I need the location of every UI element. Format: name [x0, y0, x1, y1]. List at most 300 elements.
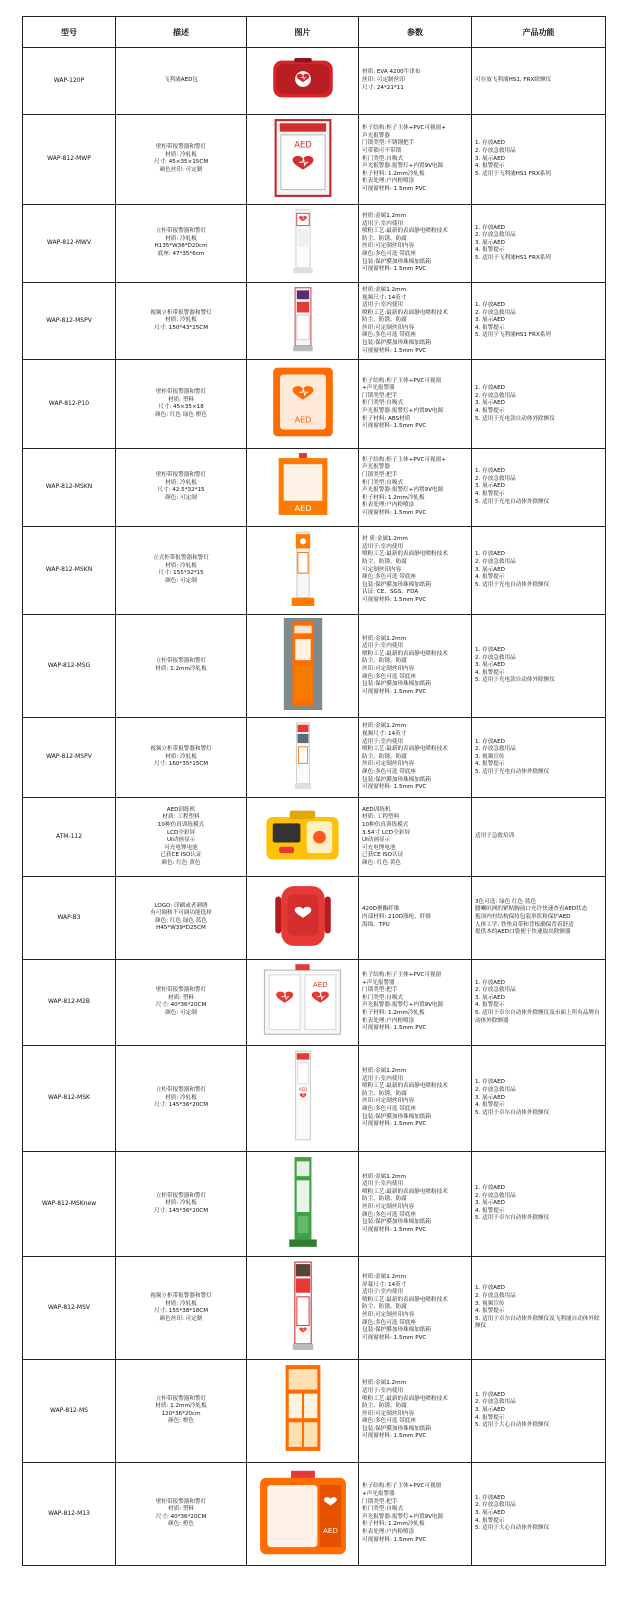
cell-line: 人体工学, 铁垫肩带和背板确保背着舒适 [475, 921, 574, 928]
cell-line: 5. 适用于光电自动体外除颤仪 [475, 498, 550, 505]
cell-line: 包装:保护膜加珍珠棉加纸箱 [362, 258, 432, 265]
cell-params [359, 282, 472, 360]
cell-function [472, 615, 606, 718]
cell-line: 材质:金属1.2mm [362, 1173, 407, 1180]
cell-function [472, 876, 606, 959]
cell-line: 5. 适用于飞利浦HS1 FRX系列 [475, 332, 551, 339]
cell-line: 喷粉工艺:最新的表面静电喷粉技术 [362, 551, 448, 558]
cell-line: 5. 适用于大心自动体外除颤仪 [475, 1525, 550, 1532]
cell-line: 颜色: 红色 黄色 [161, 859, 201, 866]
cell-line: 可存放飞利浦HS1, FRX除颤仪 [475, 77, 552, 83]
cell-image [247, 526, 359, 615]
cell-line: 120*36*20cm [161, 1410, 201, 1417]
cell-line: H45*W39*D25CM [156, 925, 206, 932]
cell-line: 可视窗材料: 1.5mm PVC [362, 1433, 427, 1440]
cell-line: 10种仿真训练模式 [362, 821, 409, 828]
cell-line: 可视窗材料: 1.5mm PVC [362, 688, 427, 695]
cell-line: 底座: 47*35*6cm [157, 251, 205, 258]
cell-line: 包装:保护膜加珍珠棉加纸箱 [362, 1425, 432, 1432]
cell-model: WAP-812-MSKnew [23, 1151, 116, 1257]
cell-line: 3.54寸 LCD全彩屏 [362, 829, 410, 836]
cell-line: 2. 存放急救用品 [475, 1502, 516, 1509]
cell-line: 喷粉工艺:最新的表面静电喷粉技术 [362, 650, 448, 657]
orange-glass-wall-cabinet-icon [253, 1466, 353, 1563]
cell-line: 丝印:可定制丝印内容 [362, 1311, 415, 1318]
cell-params [359, 1151, 472, 1257]
cell-image [247, 717, 359, 798]
cell-line: 3. 展示AED [475, 1200, 505, 1207]
cell-line: 可视窗材料: 1.5mm PVC [362, 784, 427, 791]
cell-params [359, 1046, 472, 1152]
cell-line: 颜色:多色可选 带底座 [362, 1319, 417, 1326]
col-header-model: 型号 [23, 17, 116, 48]
cell-line: 材质: 塑料 [167, 1506, 195, 1513]
cell-image [247, 1046, 359, 1152]
cell-line: 声光报警器:报警灯+内置9V电源 [362, 163, 444, 170]
cell-line: 3. 展示AED [475, 1406, 505, 1413]
cell-line: 1. 存放AED [475, 1391, 505, 1398]
orange-multi-door-cabinet-icon [253, 1363, 353, 1459]
cell-description [116, 615, 247, 718]
cell-line: 壁柜带报警器和警灯 [155, 472, 207, 479]
cell-line: 3. 展示AED [475, 566, 505, 573]
cell-line: 2. 存放急救用品 [475, 392, 516, 399]
cell-line: 认证: CE、SGS、FDA [362, 589, 419, 596]
cell-description [116, 360, 247, 449]
table-row [23, 205, 606, 283]
cell-line: 适用于:室内使用 [362, 1289, 404, 1296]
cell-line: 4. 报警提示 [475, 1207, 505, 1214]
cell-line: 喷粉工艺:最新的表面静电喷粉技术 [362, 1395, 448, 1402]
cell-line: 柜门类型:自吸式 [362, 994, 404, 1001]
cell-line: 1. 存放AED [475, 646, 505, 653]
cell-description [116, 48, 247, 115]
cell-image [247, 1462, 359, 1566]
table-row [23, 717, 606, 798]
cell-line: 立柜带报警器和警灯 [155, 1087, 207, 1094]
cell-line: 3. 展示AED [475, 1094, 505, 1101]
table-row [23, 1257, 606, 1360]
cell-model: WAP-120P [23, 48, 116, 115]
cell-line: 防尘、防锈、防腐 [362, 658, 407, 665]
cell-line: 包装:保护膜加珍珠棉加纸箱 [362, 1113, 432, 1120]
cell-line: 颜色:多色可选 带底座 [362, 251, 417, 258]
cell-line: 4. 报警提示 [475, 247, 505, 254]
cell-params [359, 876, 472, 959]
cell-image [247, 959, 359, 1046]
cell-line: 柜表处理:户内粉喷涂 [362, 1528, 415, 1535]
cell-image [247, 798, 359, 877]
cell-description [116, 876, 247, 959]
table-row [23, 114, 606, 205]
cell-description [116, 1046, 247, 1152]
cell-line: LOGO: 印刷或者刺绣 [154, 902, 208, 909]
orange-plastic-wall-cabinet-icon [254, 363, 352, 445]
cell-params [359, 205, 472, 283]
cell-image [247, 1151, 359, 1257]
cell-line: 防尘、防锈、防腐 [362, 317, 407, 324]
cell-params [359, 48, 472, 115]
cell-params [359, 1462, 472, 1566]
cell-line: 3. 视频宣传 [475, 753, 505, 760]
cell-line: 柜子结构:柜子主体+PVC可视窗 [362, 971, 442, 978]
cell-line: 尺寸: 42.5*32*15 [157, 487, 205, 494]
cell-line: +声光报警器 [362, 979, 395, 986]
cell-line: 壁柜带报警器和警灯 [155, 1498, 207, 1505]
cell-line: 材质: 冷轧板 [165, 151, 197, 158]
cell-line: 1. 存放AED [475, 1494, 505, 1501]
cell-line: 柜门类型:自吸式 [362, 155, 404, 162]
cell-line: 4. 报警提示 [475, 574, 505, 581]
cell-line: 柜子结构:柜子主体+PVC可视窗+ [362, 125, 446, 132]
cell-line: 5. 适用于光电自动体外除颤仪 [475, 581, 550, 588]
cell-line: 1. 存放AED [475, 140, 505, 147]
table-row [23, 1046, 606, 1152]
cell-line: 4. 报警提示 [475, 1102, 505, 1109]
cell-params [359, 114, 472, 205]
col-header-function: 产品功能 [472, 17, 606, 48]
cell-model: WAP-812-MS [23, 1359, 116, 1462]
cell-line: 材 质:金属1.2mm [362, 536, 408, 543]
cell-function [472, 205, 606, 283]
cell-line: 防尘、防锈、防腐 [362, 1304, 407, 1311]
cell-line: 喷粉工艺:最新的表面静电喷粉技术 [362, 228, 448, 235]
cell-line: 丝印:可定制丝印内容 [362, 324, 415, 331]
cell-line: 抱顶内衬结构保持包装形状和保护AED [475, 913, 571, 920]
cell-line: 适用于:室内使用 [362, 302, 404, 309]
cell-line: 尺寸: 150*43*25CM [153, 324, 209, 331]
cell-image [247, 1257, 359, 1360]
cell-line: 喷粉工艺:最新的表面静电喷粉技术 [362, 1296, 448, 1303]
cell-model: WAP-812-P10 [23, 360, 116, 449]
cell-line: 声光报警器:报警灯+内置9V电源 [362, 1513, 444, 1520]
cell-line: 材质: 工程塑料 [362, 814, 400, 821]
cell-image [247, 114, 359, 205]
cell-line: 可视窗材料: 1.5mm PVC [362, 596, 427, 603]
cell-line: 提供本的AED口袋便于快速取出除颤器 [475, 929, 571, 936]
cell-line: 柜子结构:柜子主体+PVC可视窗+ [362, 456, 446, 463]
cell-line: 4. 报警提示 [475, 1308, 505, 1315]
cell-line: 适用于:室内使用 [362, 1181, 404, 1188]
cell-line: 材质: 塑料 [167, 994, 195, 1001]
cell-line: 声光报警器 [362, 464, 390, 471]
cell-line: 丝印:可定制丝印内容 [362, 1410, 415, 1417]
cell-line: 尺寸: 160*35*15CM [153, 761, 209, 768]
cell-line: 1. 存放AED [475, 979, 505, 986]
cell-line: AED训练机 [166, 806, 196, 813]
cell-line: 柜子材料: ABS材质 [362, 415, 411, 422]
cell-line: 5. 适用于飞利浦HS1 FRX系列 [475, 254, 551, 261]
cell-model: WAP-812-MSV [23, 1257, 116, 1360]
cell-model: WAP-812-MWV [23, 205, 116, 283]
cell-line: 喷粉工艺:最新的表面静电喷粉技术 [362, 1083, 448, 1090]
cell-image [247, 615, 359, 718]
cell-line: 立柜带报警器和警灯 [155, 1192, 207, 1199]
table-row [23, 526, 606, 615]
cell-line: 4. 报警提示 [475, 491, 505, 498]
cell-line: 立柜带报警器和警灯 [155, 228, 207, 235]
cell-line: 颜色: 橙色 [167, 1418, 195, 1425]
cell-line: 柜门类型:自吸式 [362, 400, 404, 407]
cell-line: 尺寸: 145*36*20CM [153, 1207, 209, 1214]
cell-model: WAP-812-MSKN [23, 526, 116, 615]
cell-line: 1. 存放AED [475, 1285, 505, 1292]
cell-image [247, 205, 359, 283]
cell-description [116, 1151, 247, 1257]
cell-line: 适用于:室内使用 [362, 1387, 404, 1394]
cell-line: 颜色丝印: 可定制 [159, 166, 203, 173]
cell-line: 门锁类型:把手 [362, 472, 398, 479]
cell-line: 3. 视频宣传 [475, 1300, 505, 1307]
cell-line: 1. 存放AED [475, 551, 505, 558]
cell-line: 柜门类型:自吸式 [362, 1506, 404, 1513]
cell-line: 1. 存放AED [475, 302, 505, 309]
cell-line: 适用于:室内使用 [362, 543, 404, 550]
svg-text:AED: AED [298, 1087, 307, 1093]
cell-line: 2. 存放急救用品 [475, 148, 516, 154]
cell-line: 材质: 塑料 [167, 396, 195, 403]
cell-description [116, 448, 247, 526]
cell-line: 颜色:多色可选 带底座 [362, 1418, 417, 1425]
cell-line: 材质: EVA 4200牛津布 [362, 69, 421, 76]
cell-line: 1. 存放AED [475, 1185, 505, 1192]
cell-line: 颜色: 橙色 [167, 1521, 195, 1528]
cell-line: 尺寸: 40*36*20CM [155, 1513, 207, 1520]
cell-line: 尺寸: 155*32*15 [158, 570, 204, 577]
cell-line: 2. 存放急救用品 [475, 654, 516, 661]
cell-line: 已获CE ISO认证 [362, 852, 404, 859]
cell-description [116, 798, 247, 877]
svg-text:AED: AED [294, 416, 311, 426]
cell-line: 材质:金属1.2mm [362, 723, 407, 730]
cell-line: 2. 存放急救用品 [475, 1087, 516, 1094]
cell-model: WAP-B3 [23, 876, 116, 959]
cell-line: 可视窗材料: 1.5mm PVC [362, 185, 427, 192]
cell-line: 材质:金属1.2mm [362, 286, 407, 293]
cell-description [116, 717, 247, 798]
table-row [23, 360, 606, 449]
cell-model: WAP-812-MSK [23, 1046, 116, 1152]
cell-line: 4. 报警提示 [475, 324, 505, 331]
cell-line: 视频立柜带报警器和警灯 [150, 309, 212, 316]
cell-line: 1. 存放AED [475, 468, 505, 475]
cell-line: 适用于:室内使用 [362, 1075, 404, 1082]
cell-line: AED训练机 [362, 806, 391, 813]
cell-line: 包装:保护膜加珍珠棉加纸箱 [362, 776, 432, 783]
cell-line: 4. 报警提示 [475, 1414, 505, 1421]
cell-line: 防尘、防锈、防腐 [362, 1090, 407, 1097]
white-twin-wall-cabinet-icon [255, 963, 350, 1043]
cell-line: 屏幕尺寸: 14英寸 [362, 1281, 407, 1288]
cell-description [116, 282, 247, 360]
cell-model: WAP-812-M2B [23, 959, 116, 1046]
cell-line: 适用于急救培训 [475, 833, 515, 840]
cell-function [472, 1462, 606, 1566]
cell-line: 包装:保护膜加珍珠棉加纸箱 [362, 681, 432, 688]
cell-line: 视频立柜带报警器和警灯 [150, 1292, 212, 1299]
cell-line: 颜色: 红色 黄色 [362, 859, 402, 866]
cell-image [247, 448, 359, 526]
cell-line: 4. 报警提示 [475, 1002, 505, 1009]
cell-line: 颜色:多色可选 带底座 [362, 1211, 417, 1218]
cell-line: 柜门类型:自吸式 [362, 479, 404, 486]
cell-line: 5. 适用于光电款自动体外除颤仪 [475, 677, 555, 684]
cell-model: WAP-812-MWP [23, 114, 116, 205]
cell-line: 柜表处理:户内粉喷涂 [362, 502, 415, 509]
cell-line: 喷粉工艺:最新的表面静电喷粉技术 [362, 309, 448, 316]
cell-line: 2. 存放急救用品 [475, 1399, 516, 1406]
cell-line: 材质: 冷轧板 [165, 479, 197, 486]
cell-model: WAP-812-M13 [23, 1462, 116, 1566]
cell-line: 可视窗材料: 1.5mm PVC [362, 266, 427, 273]
table-row [23, 1151, 606, 1257]
cell-line: UI动画显示 [362, 837, 391, 844]
cell-line: 5. 适用于光电款自动体外除颤仪 [475, 415, 555, 422]
cell-line: 2. 存放急救用品 [475, 558, 516, 565]
cell-line: 柜子材料: 1.2mm冷轧板 [362, 170, 425, 177]
cell-line: 材质:金属1.2mm [362, 1068, 407, 1075]
cell-line: 视频立柜带报警器和警灯 [150, 746, 212, 753]
cell-line: 颜色: 红色 绿色 蓝色 [155, 917, 207, 924]
orange-wall-cabinet-icon [261, 452, 345, 523]
cell-line: 3. 展示AED [475, 317, 505, 324]
cell-description [116, 114, 247, 205]
cell-line: +声光报警器 [362, 385, 395, 392]
table-row [23, 959, 606, 1046]
cell-line: 丝印:可定制丝印内容 [362, 243, 415, 250]
cell-function [472, 1359, 606, 1462]
cell-image [247, 876, 359, 959]
cell-line: 5. 适用于光电自动体外除颤仪 [475, 768, 550, 775]
cell-line: 2. 存放急救用品 [475, 232, 516, 239]
cell-line: 柜子结构:柜子主体+PVC可视窗 [362, 1483, 442, 1490]
cell-line: 立柜带报警器和警灯 [155, 1395, 207, 1402]
cell-line: 颜色:多色可选 带底座 [362, 1106, 417, 1113]
cell-function [472, 1046, 606, 1152]
cell-function [472, 360, 606, 449]
cell-line: 颜色: 红色 绿色 橙色 [155, 411, 207, 418]
cell-line: 可定制丝印内容 [362, 566, 402, 573]
cell-image [247, 1359, 359, 1462]
cell-line: 材质: 冷轧板 [165, 1094, 197, 1101]
cell-line: 内部材料: 210D涤纶、纤维 [362, 913, 431, 920]
cell-model: WAP-812-MSPV [23, 282, 116, 360]
cell-line: 材质: 1.2mm冷轧板 [155, 1403, 207, 1410]
cell-line: 5. 适用于卓尔自动体外除颤仪及飞利浦自动体外除颤仪 [475, 1315, 600, 1330]
table-row [23, 1359, 606, 1462]
cell-line: 柜子材料: 1.2mm冷轧板 [362, 494, 425, 501]
cell-line: 包装:保护膜加珍珠棉加纸箱 [362, 340, 432, 347]
cell-line: 颜色: 可定制 [165, 577, 197, 584]
cell-line: 3. 展示AED [475, 155, 505, 162]
cell-params [359, 448, 472, 526]
cell-line: 材质: 1.2mm冷轧板 [155, 665, 207, 672]
cell-line: 柜子材料: 1.2mm冷轧板 [362, 1009, 425, 1016]
product-table [22, 16, 606, 1566]
cell-line: 可视窗材料: 1.5mm PVC [362, 423, 427, 430]
cell-line: 2. 存放急救用品 [475, 746, 516, 753]
cell-line: 腰喇叭网的紧贴胸前口允许快速查看AED状态 [475, 906, 588, 913]
cell-line: 颜色:多色可选 带底座 [362, 768, 417, 775]
cell-line: 颜色:多色可选 带底座 [362, 673, 417, 680]
cell-function [472, 48, 606, 115]
col-header-image: 图片 [247, 17, 359, 48]
cell-line: 柜表处理:户内粉喷涂 [362, 1017, 415, 1024]
cell-line: 4. 报警提示 [475, 761, 505, 768]
cell-line: 可视窗材料: 1.5mm PVC [362, 1536, 427, 1543]
cell-line: 立柜带报警器和警灯 [155, 658, 207, 665]
table-row [23, 1462, 606, 1566]
cell-line: 防尘、防锈、防腐 [362, 1196, 407, 1203]
cell-line: 尺寸: 45×35×15CM [153, 159, 209, 166]
white-orange-standing-cabinet-icon [254, 530, 352, 612]
cell-line: UI动画显示 [166, 837, 196, 844]
table-row [23, 48, 606, 115]
cell-line: 柜子材料: 1.2mm冷轧板 [362, 1521, 425, 1528]
yellow-aed-trainer-icon [260, 801, 345, 873]
cell-line: 4. 报警提示 [475, 669, 505, 676]
cell-description [116, 205, 247, 283]
red-aed-backpack-icon [258, 880, 348, 956]
cell-line: 适用于:室内使用 [362, 738, 404, 745]
cell-params [359, 615, 472, 718]
cell-line: 材质: 冷轧板 [165, 1300, 197, 1307]
cell-line: 1. 存放AED [475, 738, 505, 745]
cell-line: 材质:金属1.2mm [362, 1380, 407, 1387]
cell-line: 可充电锂电池 [362, 844, 396, 851]
cell-line: 材质: 冷轧板 [165, 1200, 197, 1207]
cell-model: WAP-812-MSKN [23, 448, 116, 526]
cell-line: 飞利浦AED包 [163, 77, 199, 83]
cell-line: 声光报警器:报警灯+内置9V电源 [362, 1002, 444, 1009]
table-row [23, 615, 606, 718]
cell-params [359, 360, 472, 449]
white-wall-cabinet-icon [253, 118, 353, 202]
cell-line: 门锁类型:不锈钢把手 [362, 140, 415, 147]
cell-function [472, 959, 606, 1046]
cell-function [472, 114, 606, 205]
cell-line: 可视窗材料: 1.5mm PVC [362, 347, 427, 354]
cell-line: 3. 展示AED [475, 662, 505, 669]
cell-line: 立式柜带报警器和警灯 [153, 555, 209, 562]
cell-description [116, 1462, 247, 1566]
cell-line: +声光报警器 [362, 1491, 395, 1498]
cell-line: 3. 展示AED [475, 239, 505, 246]
cell-line: 可视窗材料: 1.5mm PVC [362, 1025, 427, 1032]
table-row [23, 448, 606, 526]
cell-function [472, 717, 606, 798]
cell-line: 可充电锂电池 [164, 844, 198, 851]
cell-line: 5. 适用于飞利浦HS1 FRX系列 [475, 170, 551, 177]
cell-line: 尺寸: 24*21*11 [362, 84, 404, 91]
cell-line: 防尘、防锈、防腐 [362, 235, 407, 242]
cell-line: 420D聚酯纤维 [362, 906, 400, 913]
cell-params [359, 959, 472, 1046]
white-standing-cabinet-icon [261, 208, 345, 279]
product-spec-sheet [22, 16, 605, 1566]
cell-line: 4. 报警提示 [475, 1517, 505, 1524]
cell-line: 材质: 冷轧板 [165, 753, 197, 760]
cell-line: 门锁类型:把手 [362, 392, 398, 399]
cell-line: 壁柜带报警器和警灯 [155, 144, 207, 151]
cell-params [359, 717, 472, 798]
cell-line: 尺寸: 145*36*20CM [153, 1102, 209, 1109]
cell-line: 尺寸: 40*36*20CM [155, 1002, 207, 1009]
cell-line: 壁柜带报警器和警灯 [155, 987, 207, 994]
cell-description [116, 526, 247, 615]
cell-line: 可带锁可不带锁 [362, 148, 402, 154]
cell-line: 视频尺寸: 14英寸 [362, 730, 407, 737]
